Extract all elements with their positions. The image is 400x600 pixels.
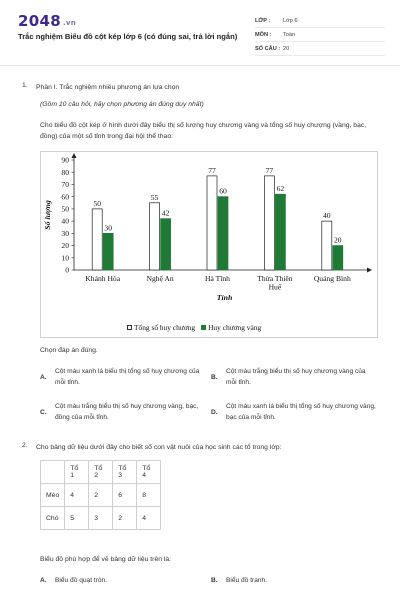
quiz-meta [255,14,385,56]
question-prompt: Biểu đồ phù hợp để vẽ bảng dữ liệu trên là: [40,556,172,563]
page-header [0,0,400,66]
option-letter: A. [40,577,47,584]
y-tick-label: 70 [61,180,69,190]
table-cell: Tổ 4 [137,461,161,484]
option-text: Biểu đồ quạt tròn. [55,577,108,584]
x-tick-label: Huế [268,282,282,292]
bar-gold [333,246,343,270]
meta-key: SỐ CÂU : [255,45,281,52]
legend-swatch-green [201,325,206,330]
table-cell [41,461,65,484]
page-title: Trắc nghiệm Biểu đồ cột kép lớp 6 (có đúng sai, trả lời ngắn) [18,32,238,41]
question-number: 2. [22,442,28,449]
bar-value-label: 30 [104,223,112,233]
bar-value-label: 77 [208,165,216,175]
meta-key: MÔN : [255,31,272,38]
y-tick-label: 0 [65,265,69,275]
x-tick-label: Hà Tĩnh [205,274,230,283]
bar-gold [103,233,113,270]
bar-value-label: 40 [323,211,331,221]
table-cell: Tổ 2 [89,461,113,484]
y-tick-label: 50 [61,204,69,214]
bar-value-label: 62 [276,184,285,194]
legend-item-total: Tổng số huy chương [127,323,195,332]
legend-item-gold: Huy chương vàng [201,323,261,332]
chart-svg [41,152,379,339]
bar-total [92,209,102,270]
option-text: Cột màu xanh lá biểu thị tổng số huy chương vàng, bạc của mỗi tỉnh. [226,403,376,421]
meta-row-count [255,42,385,56]
y-axis-arrow [72,153,77,158]
option-b[interactable] [211,575,381,589]
table-cell: 4 [137,507,161,530]
bar-gold [275,194,285,270]
question-intro: Cho biểu đồ cột kép ở hình dưới đây biểu thị số lượng huy chương vàng và tổng số huy chượng (vàng, bạc, đồng) của một số tỉnh trong đại hội thể thao: [40,122,367,140]
bar-chart [40,151,378,338]
table-cell: Tổ 3 [113,461,137,484]
meta-key: LỚP : [255,17,271,24]
site-logo[interactable]: 2048 .vn [18,12,77,30]
x-tick-label: Nghệ An [146,274,174,283]
chart-legend [127,323,261,332]
bar-value-label: 55 [150,192,159,202]
meta-row-subject [255,28,385,42]
bar-value-label: 77 [265,165,274,175]
table-row [41,507,161,530]
y-tick-label: 60 [61,192,69,202]
option-c[interactable] [40,401,210,425]
option-letter: B. [211,577,218,584]
y-axis-title: Số lượng [43,200,52,230]
table-cell: 8 [137,484,161,507]
x-tick-label: Khánh Hòa [85,274,121,283]
y-tick-label: 80 [61,167,69,177]
option-d[interactable] [211,401,381,425]
bar-gold [218,197,228,270]
table-cell: 4 [65,484,89,507]
meta-row-grade [255,14,385,28]
bar-gold [161,219,171,270]
y-tick-label: 20 [61,241,69,251]
bar-total [150,203,160,270]
bar-value-label: 60 [219,186,227,196]
table-row [41,484,161,507]
table-cell: 2 [113,507,137,530]
question-prompt: Chọn đáp án đúng. [40,347,98,354]
x-tick-label: Quảng Bình [313,274,351,283]
bar-value-label: 20 [334,235,342,245]
meta-value: Lớp 6 [283,17,298,24]
table-cell: 3 [89,507,113,530]
question-subheading: (Gồm 10 câu hỏi, hãy chọn phương án đúng duy nhất) [40,101,204,108]
x-tick-label: Thừa Thiên [257,274,293,283]
bar-value-label: 42 [161,208,170,218]
y-tick-label: 40 [61,216,69,226]
meta-value: 20 [283,45,290,52]
y-tick-label: 10 [61,253,69,263]
question-number: 1. [22,82,28,89]
pet-table [40,460,161,530]
table-cell: 5 [65,507,89,530]
option-letter: D. [211,409,218,416]
option-a[interactable] [40,366,210,390]
option-text: Cột màu xanh lá biểu thị tổng số huy chương của mỗi tỉnh. [55,368,200,386]
table-header-row [41,461,161,484]
y-tick-label: 30 [61,228,69,238]
option-text: Cột màu trắng biểu thị số huy chương vàng của mỗi tỉnh. [226,368,366,386]
bar-total [207,176,217,270]
y-tick-label: 90 [61,155,69,165]
table-cell: 6 [113,484,137,507]
option-a[interactable] [40,575,210,589]
bar-total [264,176,274,270]
legend-swatch-white [127,325,132,330]
question-heading: Cho bảng dữ liệu dưới đây cho biết số con vật nuôi của học sinh các tổ trong lớp: [36,444,282,451]
option-text: Biểu đồ tranh. [226,577,268,584]
option-letter: C. [40,409,47,416]
x-axis-title: Tỉnh [216,293,233,302]
table-cell: Mèo [41,484,65,507]
x-axis-arrow [367,268,372,273]
table-cell: 2 [89,484,113,507]
table-cell: Chó [41,507,65,530]
bar-total [322,221,332,270]
option-text: Cột màu trắng biểu thị số huy chương vàng, bạc, đồng của mỗi tỉnh. [55,403,199,421]
table-cell: Tổ 1 [65,461,89,484]
option-b[interactable] [211,366,381,390]
option-letter: A. [40,374,47,381]
option-letter: B. [211,374,218,381]
meta-value: Toán [283,31,296,38]
bar-value-label: 50 [93,198,101,208]
question-heading: Phần I. Trắc nghiệm nhiều phương án lựa chọn [36,84,180,91]
